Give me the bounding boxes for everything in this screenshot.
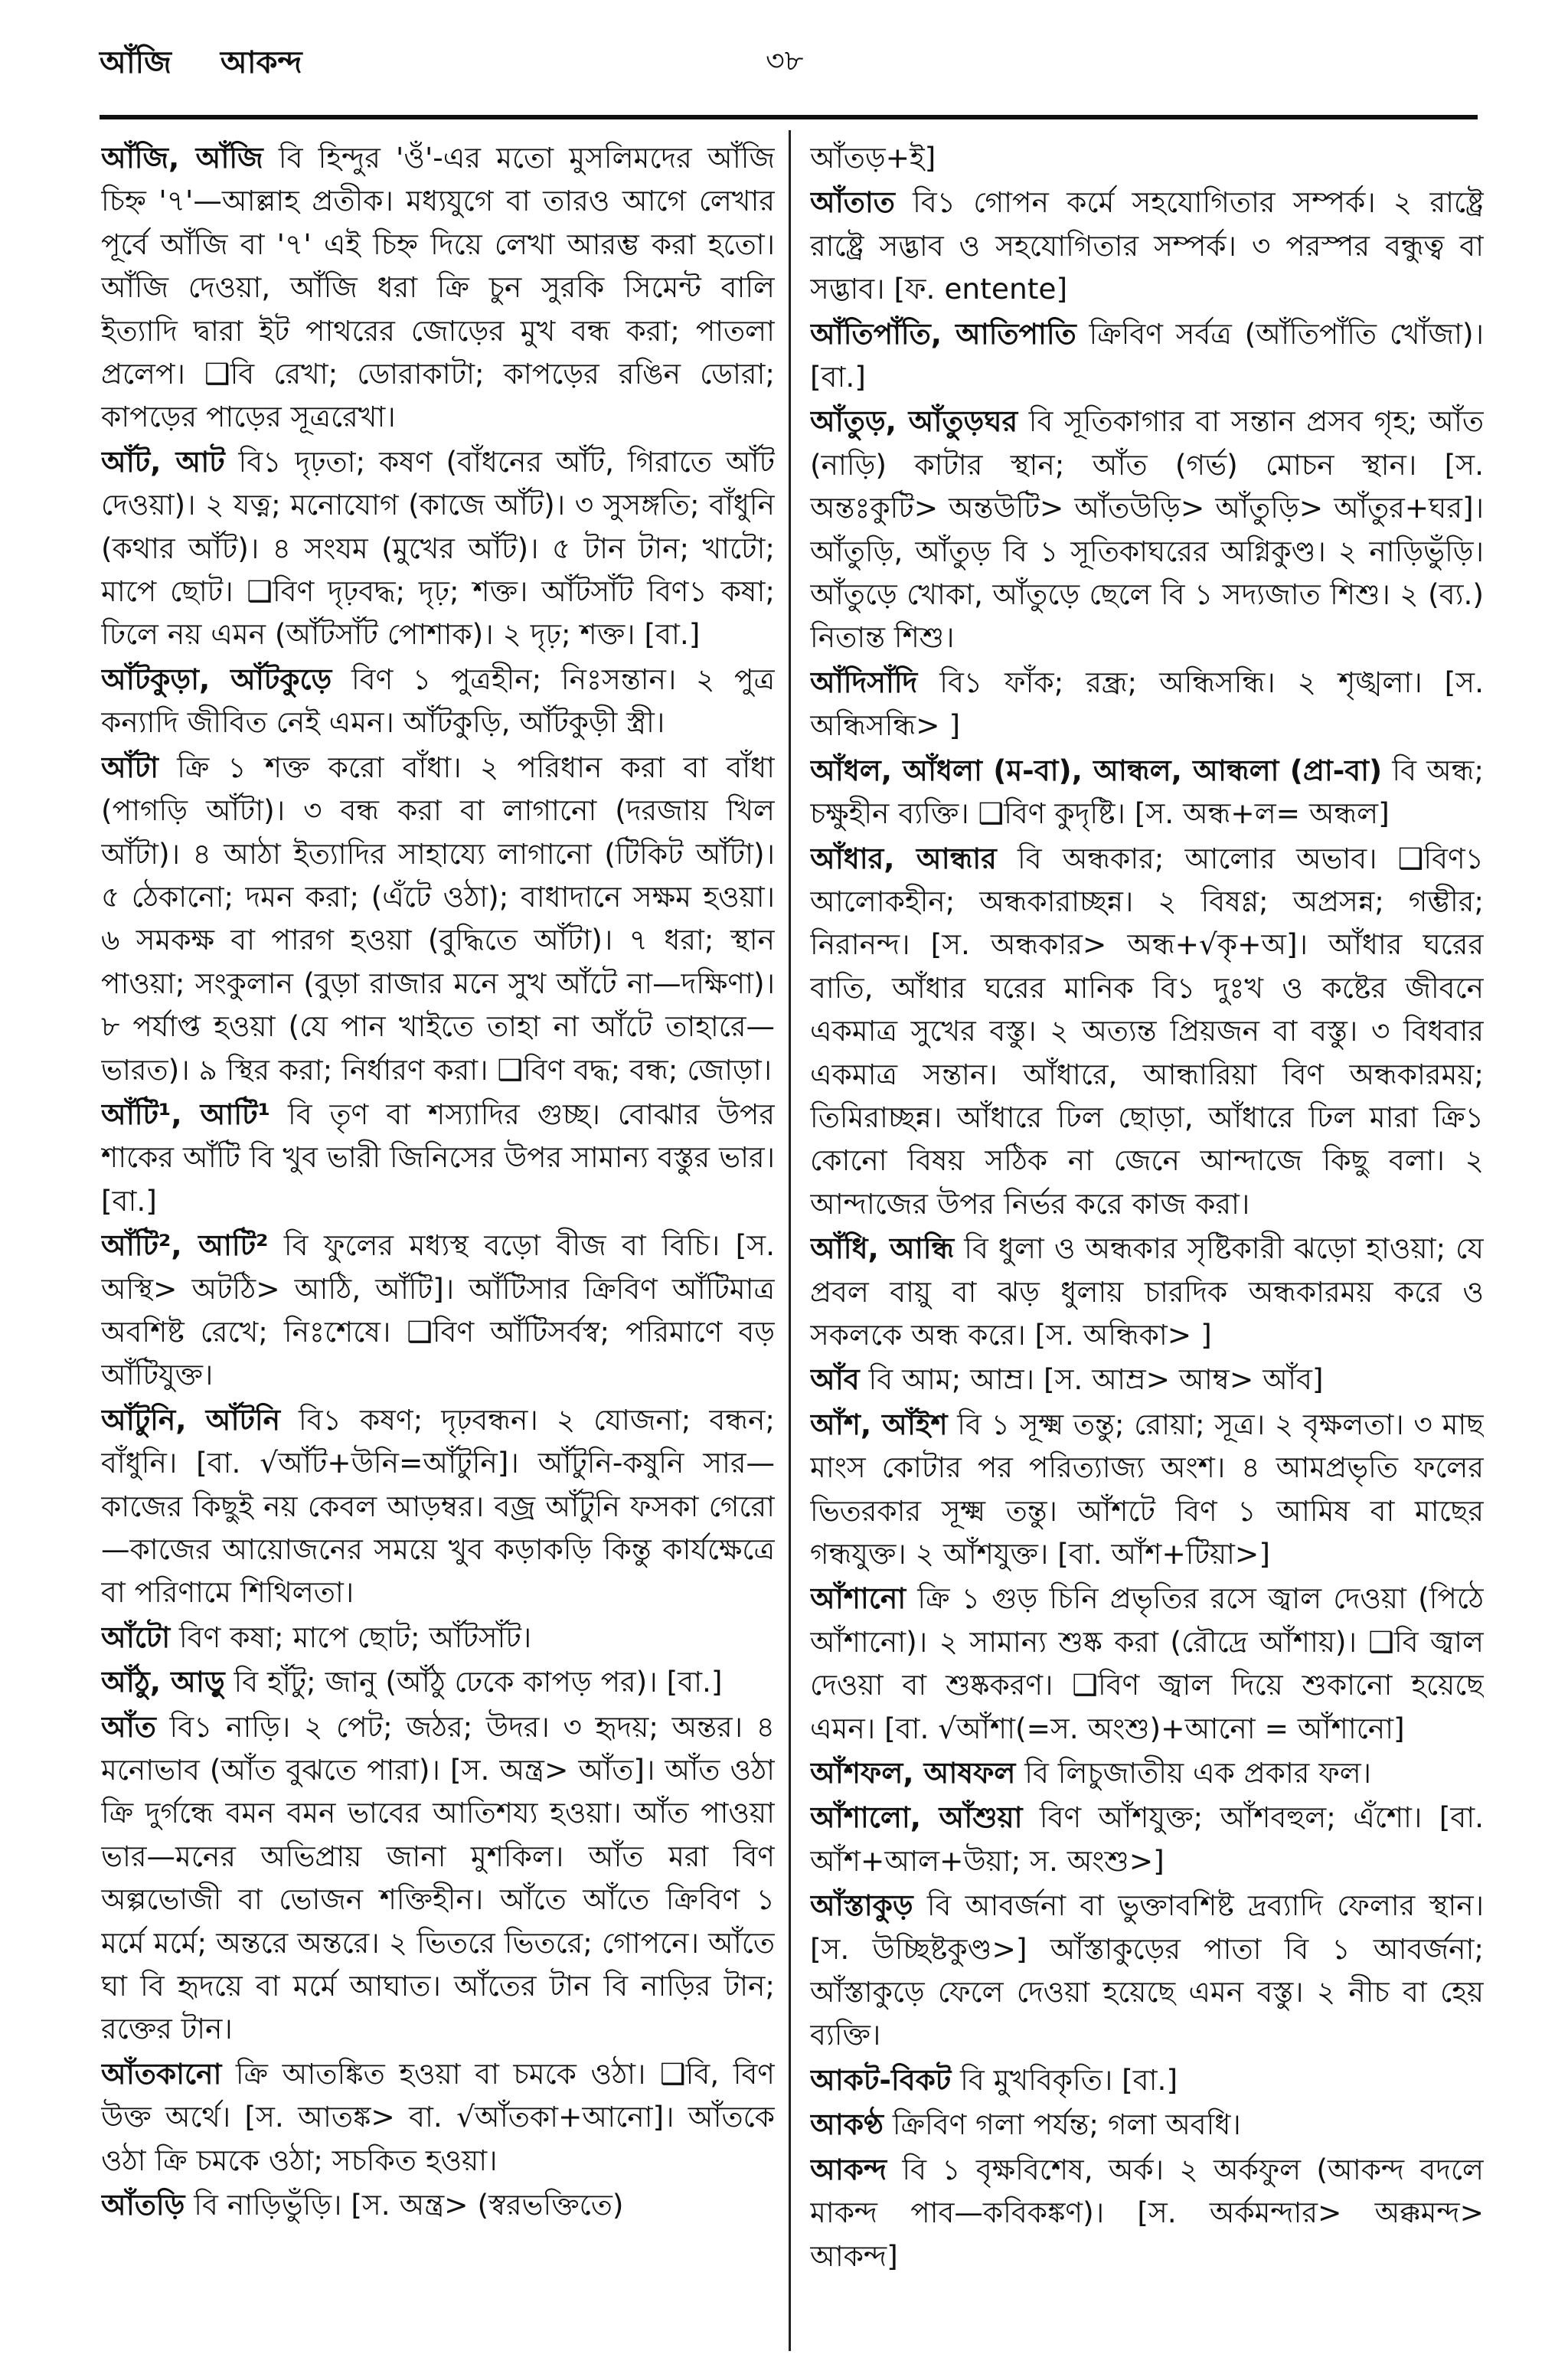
page-number: ৩৮ <box>766 44 804 77</box>
entry-definition: আঁতড়+ই] <box>810 141 936 175</box>
entry-definition: বি অন্ধ; চক্ষুহীন ব্যক্তি। ❑বিণ কুদৃষ্টি। [স. অন্ধ+ল= অন্ধল] <box>810 753 1484 831</box>
dictionary-entry <box>101 1398 775 1614</box>
dictionary-entry <box>101 1660 775 1703</box>
dictionary-entry <box>810 749 1484 835</box>
entry-headword: আঁতকানো <box>101 2056 222 2091</box>
dictionary-entry <box>810 136 1484 179</box>
guide-word-first: আঁজি <box>100 45 172 80</box>
entry-definition: বি আম; আম্র। [স. আম্র> আম্ব> আঁব] <box>859 1362 1324 1397</box>
entry-headword: আঁধল, আঁধলা (ম-বা), আন্ধল, আন্ধলা (প্রা-বা) <box>810 753 1383 787</box>
dictionary-entry <box>101 2052 775 2182</box>
entry-definition: ক্রি ১ শক্ত করো বাঁধা। ২ পরিধান করা বা বাঁধা (পাগড়ি আঁটা)। ৩ বন্ধ করা বা লাগানো (দরজায় খিল আঁটা)। ৪ আঠা ইত্যাদির সাহায্যে লাগানো (টিকিট আঁটা)। ৫ ঠেকানো; দমন করা; (এঁটে ওঠা); বাধাদানে সক্ষম হওয়া। ৬ সমকক্ষ বা পারগ হওয়া (বুদ্ধিতে আঁটা)। ৭ ধরা; স্থান পাওয়া; সংকুলান (বুড়া রাজার মনে সুখ আঁটে না—দক্ষিণা)। ৮ পর্যাপ্ত হওয়া (যে পান খাইতে তাহা না আঁটে তাহারে—ভারত)। ৯ স্থির করা; নির্ধারণ করা। ❑বিণ বদ্ধ; বন্ধ; জোড়া। <box>101 750 775 1087</box>
entry-headword: আঁতিপাঁতি, আতিপাতি <box>810 316 1076 351</box>
entry-headword: আঁশফল, আষফল <box>810 1756 1016 1790</box>
dictionary-entry <box>101 1093 775 1222</box>
dictionary-entry <box>810 400 1484 659</box>
dictionary-entry <box>810 2058 1484 2101</box>
dictionary-entry <box>101 136 775 439</box>
entry-definition: বি অন্ধকার; আলোর অভাব। ❑বিণ১ আলোকহীন; অন্ধকারাচ্ছন্ন। ২ বিষণ্ণ; অপ্রসন্ন; গম্ভীর; নিরানন্দ। [স. অন্ধকার> অন্ধ+√কৃ+অ]। আঁধার ঘরের বাতি, আঁধার ঘরের মানিক বি১ দুঃখ ও কষ্টের জীবনে একমাত্র সুখের বস্তু। ২ অত্যন্ত প্রিয়জন বা বস্তু। ৩ বিধবার একমাত্র সন্তান। আঁধারে, আন্ধারিয়া বিণ অন্ধকারময়; তিমিরাচ্ছন্ন। আঁধারে ঢিল ছোড়া, আঁধারে ঢিল মারা ক্রি১ কোনো বিষয় সঠিক না জেনে আন্দাজে কিছু বলা। ২ আন্দাজের উপর নির্ভর করে কাজ করা। <box>810 841 1484 1221</box>
entry-definition: ক্রিবিণ গলা পর্যন্ত; গলা অবধি। <box>883 2107 1241 2142</box>
entry-headword: আঁটুনি, আঁটনি <box>101 1402 280 1437</box>
entry-headword: আঁটকুড়া, আঁটকুড়ে <box>101 662 332 696</box>
dictionary-entry <box>810 1796 1484 1882</box>
entry-definition: বি১ কষণ; দৃঢ়বন্ধন। ২ যোজনা; বন্ধন; বাঁধুনি। [বা. √আঁট+উনি=আঁটুনি]। আঁটুনি-কষুনি সার—কাজের কিছুই নয় কেবল আড়ম্বর। বজ্র আঁটুনি ফসকা গেরো—কাজের আয়োজনের সময়ে খুব কড়াকড়ি কিন্তু কার্যক্ষেত্রে বা পরিণামে শিথিলতা। <box>101 1402 775 1610</box>
dictionary-entry <box>810 1358 1484 1401</box>
dictionary-entry <box>810 1884 1484 2057</box>
entry-headword: আঁটা <box>101 750 159 784</box>
entry-headword: আঁধার, আন্ধার <box>810 841 997 875</box>
entry-definition: ক্রি আতঙ্কিত হওয়া বা চমকে ওঠা। ❑বি, বিণ উক্ত অর্থে। [স. আতঙ্ক> বা. √আঁতকা+আনো]। আঁতকে ওঠা ক্রি চমকে ওঠা; সচকিত হওয়া। <box>101 2056 775 2177</box>
entry-definition: ক্রিবিণ সর্বত্র (আঁতিপাঁতি খোঁজা)। [বা.] <box>810 316 1484 394</box>
entry-headword: আঁত <box>101 1709 156 1744</box>
dictionary-entry <box>101 1705 775 2051</box>
entry-headword: আঁশানো <box>810 1581 906 1616</box>
header-rule <box>100 115 1478 119</box>
entry-headword: আঁটি¹, আটি¹ <box>101 1097 271 1131</box>
dictionary-entry <box>810 2103 1484 2146</box>
entry-headword: আঁটো <box>101 1620 171 1654</box>
page-header <box>100 21 1478 113</box>
entry-headword: আকন্দ <box>810 2152 887 2186</box>
entry-definition: বি১ গোপন কর্মে সহযোগিতার সম্পর্ক। ২ রাষ্ট্রে রাষ্ট্রে সদ্ভাব ও সহযোগিতার সম্পর্ক। ৩ পরস্পর বন্ধুত্ব বা সদ্ভাব। [ফ. entente] <box>810 185 1484 306</box>
entry-definition: বি নাড়িভুঁড়ি। [স. অন্ত্র> (স্বরভক্তিতে) <box>185 2188 624 2222</box>
dictionary-entry <box>101 440 775 656</box>
dictionary-entry <box>810 2148 1484 2278</box>
guide-words <box>100 38 351 90</box>
guide-word-last: আকন্দ <box>220 45 302 80</box>
dictionary-entry <box>101 746 775 1091</box>
entry-definition: বি মুখবিকৃতি। [বা.] <box>951 2062 1178 2097</box>
entry-headword: আঁট, আট <box>101 444 225 479</box>
dictionary-entry <box>810 1227 1484 1356</box>
dictionary-entry <box>101 1224 775 1397</box>
entry-headword: আঁতড়ি <box>101 2188 185 2222</box>
entry-definition: বি হাঁটু; জানু (আঁঠু ঢেকে কাপড় পর)। [বা.] <box>224 1665 723 1699</box>
entry-definition: বিণ আঁশযুক্ত; আঁশবহুল; এঁশো। [বা. আঁশ+আল+উয়া; স. অংশু>] <box>810 1800 1484 1878</box>
dictionary-entry <box>101 658 775 744</box>
entry-definition: বি লিচুজাতীয় এক প্রকার ফল। <box>1015 1756 1372 1790</box>
entry-headword: আঁধি, আন্ধি <box>810 1231 955 1266</box>
entry-definition: ক্রি ১ গুড় চিনি প্রভৃতির রসে জ্বাল দেওয়া (পিঠে আঁশানো)। ২ সামান্য শুষ্ক করা (রৌদ্রে আঁশায়)। ❑বি জ্বাল দেওয়া বা শুষ্ককরণ। ❑বিণ জ্বাল দিয়ে শুকানো হয়েছে এমন। [বা. √আঁশা(=স. অংশু)+আনো = আঁশানো] <box>810 1581 1484 1745</box>
entry-definition: বি১ দৃঢ়তা; কষণ (বাঁধনের আঁট, গিরাতে আঁট দেওয়া)। ২ যত্ন; মনোযোগ (কাজে আঁট)। ৩ সুসঙ্গতি; বাঁধুনি (কথার আঁট)। ৪ সংযম (মুখের আঁট)। ৫ টান টান; খাটো; মাপে ছোট। ❑বিণ দৃঢ়বদ্ধ; দৃঢ়; শক্ত। আঁটসাঁট বিণ১ কষা; ঢিলে নয় এমন (আঁটসাঁট পোশাক)। ২ দৃঢ়; শক্ত। [বা.] <box>101 444 775 652</box>
entry-definition: বিণ কষা; মাপে ছোট; আঁটসাঁট। <box>170 1620 532 1654</box>
dictionary-entry <box>810 312 1484 399</box>
entry-headword: আঁতুড়, আঁতুড়ঘর <box>810 404 1018 439</box>
entry-definition: বিণ ১ পুত্রহীন; নিঃসন্তান। ২ পুত্র কন্যাদি জীবিত নেই এমন। আঁটকুড়ি, আঁটকুড়ী স্ত্রী। <box>101 662 775 740</box>
dictionary-entry <box>810 181 1484 310</box>
entry-definition: বি ১ বৃক্ষবিশেষ, অর্ক। ২ অর্কফুল (আকন্দ বদলে মাকন্দ পাব—কবিকঙ্কণ)। [স. অর্কমন্দার> অক্কমন্দ> আকন্দ] <box>810 2152 1484 2273</box>
dictionary-entry <box>101 1616 775 1659</box>
entry-definition: বি ফুলের মধ্যস্থ বড়ো বীজ বা বিচি। [স. অস্থি> অটঠি> আঠি, আঁটি]। আঁটিসার ক্রিবিণ আঁটিমাত্র অবশিষ্ট রেখে; নিঃশেষে। ❑বিণ আঁটিসর্বস্ব; পরিমাণে বড় আঁটিযুক্ত। <box>101 1228 775 1392</box>
entry-headword: আঁতাত <box>810 185 895 220</box>
entry-headword: আঁস্তাকুড় <box>810 1888 913 1923</box>
dictionary-entry <box>810 1577 1484 1750</box>
entry-headword: আঁশালো, আঁশুয়া <box>810 1800 1023 1835</box>
left-column <box>101 136 775 2342</box>
entry-headword: আকণ্ঠ <box>810 2107 884 2142</box>
entry-headword: আঁঠু, আড়ু <box>101 1665 225 1699</box>
dictionary-entry <box>810 661 1484 747</box>
entry-definition: বি১ ফাঁক; রন্ধ্র; অন্ধিসন্ধি। ২ শৃঙ্খলা। [স. অন্ধিসন্ধি> ] <box>810 665 1484 743</box>
dictionary-entry <box>810 1751 1484 1794</box>
entry-headword: আঁব <box>810 1362 860 1397</box>
entry-definition: বি ধুলা ও অন্ধকার সৃষ্টিকারী ঝড়ো হাওয়া; যে প্রবল বায়ু বা ঝড় ধুলায় চারদিক অন্ধকারময় করে ও সকলকে অন্ধ করে। [স. অন্ধিকা> ] <box>810 1231 1484 1352</box>
dictionary-entry <box>810 837 1484 1226</box>
entry-headword: আঁদিসাঁদি <box>810 665 918 699</box>
entry-definition: বি আবর্জনা বা ভুক্তাবশিষ্ট দ্রব্যাদি ফেলার স্থান। [স. উচ্ছিষ্টকুণ্ড>] আঁস্তাকুড়ের পাতা বি ১ আবর্জনা; আঁস্তাকুড়ে ফেলে দেওয়া হয়েছে এমন বস্তু। ২ নীচ বা হেয় ব্যক্তি। <box>810 1888 1484 2052</box>
entry-headword: আঁটি², আটি² <box>101 1228 269 1263</box>
entry-definition: বি হিন্দুর 'ওঁ'-এর মতো মুসলিমদের আঁজি চিহ্ন '৭'—আল্লাহ প্রতীক। মধ্যযুগে বা তারও আগে লেখার পূর্বে আঁজি বা '৭' এই চিহ্ন দিয়ে লেখা আরম্ভ করা হতো। আঁজি দেওয়া, আঁজি ধরা ক্রি চুন সুরকি সিমেন্ট বালি ইত্যাদি দ্বারা ইট পাথরের জোড়ের মুখ বন্ধ করা; পাতলা প্রলেপ। ❑বি রেখা; ডোরাকাটা; কাপড়ের রঙিন ডোরা; কাপড়ের পাড়ের সূত্ররেখা। <box>101 141 775 434</box>
dictionary-entry <box>810 1403 1484 1576</box>
entry-definition: বি ১ সূক্ষ্ম তন্তু; রোয়া; সূত্র। ২ বৃক্ষলতা। ৩ মাছ মাংস কোটার পর পরিত্যাজ্য অংশ। ৪ আমপ্রভৃতি ফলের ভিতরকার সূক্ষ্ম তন্তু। আঁশটে বিণ ১ আমিষ বা মাছের গন্ধযুক্ত। ২ আঁশযুক্ত। [বা. আঁশ+টিয়া>] <box>810 1407 1484 1571</box>
entry-headword: আঁজি, আঁজি <box>101 141 263 175</box>
dictionary-entry <box>101 2183 775 2226</box>
column-divider <box>789 130 791 2351</box>
entry-definition: বি তৃণ বা শস্যাদির গুচ্ছ। বোঝার উপর শাকের আঁটি বি খুব ভারী জিনিসের উপর সামান্য বস্তুর ভার। [বা.] <box>101 1097 775 1218</box>
entry-definition: বি১ নাড়ি। ২ পেট; জঠর; উদর। ৩ হৃদয়; অন্তর। ৪ মনোভাব (আঁত বুঝতে পারা)। [স. অন্ত্র> আঁত]। আঁত ওঠা ক্রি দুর্গন্ধে বমন বমন ভাবের আতিশয্য হওয়া। আঁত পাওয়া ভার—মনের অভিপ্রায় জানা মুশকিল। আঁত মরা বিণ অল্পভোজী বা ভোজন শক্তিহীন। আঁতে আঁতে ক্রিবিণ ১ মর্মে মর্মে; অন্তরে অন্তরে। ২ ভিতরে ভিতরে; গোপনে। আঁতে ঘা বি হৃদয়ে বা মর্মে আঘাত। আঁতের টান বি নাড়ির টান; রক্তের টান। <box>101 1709 775 2046</box>
right-column <box>810 136 1484 2342</box>
entry-definition: বি সূতিকাগার বা সন্তান প্রসব গৃহ; আঁত (নাড়ি) কাটার স্থান; আঁত (গর্ভ) মোচন স্থান। [স. অন্তঃকুটি> অন্তউটি> আঁতউড়ি> আঁতুড়ি> আঁতুর+ঘর]। আঁতুড়ি, আঁতুড় বি ১ সূতিকাঘরের অগ্নিকুণ্ড। ২ নাড়িভুঁড়ি। আঁতুড়ে খোকা, আঁতুড়ে ছেলে বি ১ সদ্যজাত শিশু। ২ (ব্য.) নিতান্ত শিশু। <box>810 404 1484 655</box>
entry-headword: আঁশ, আঁইশ <box>810 1407 948 1441</box>
entry-headword: আকট-বিকট <box>810 2062 952 2097</box>
